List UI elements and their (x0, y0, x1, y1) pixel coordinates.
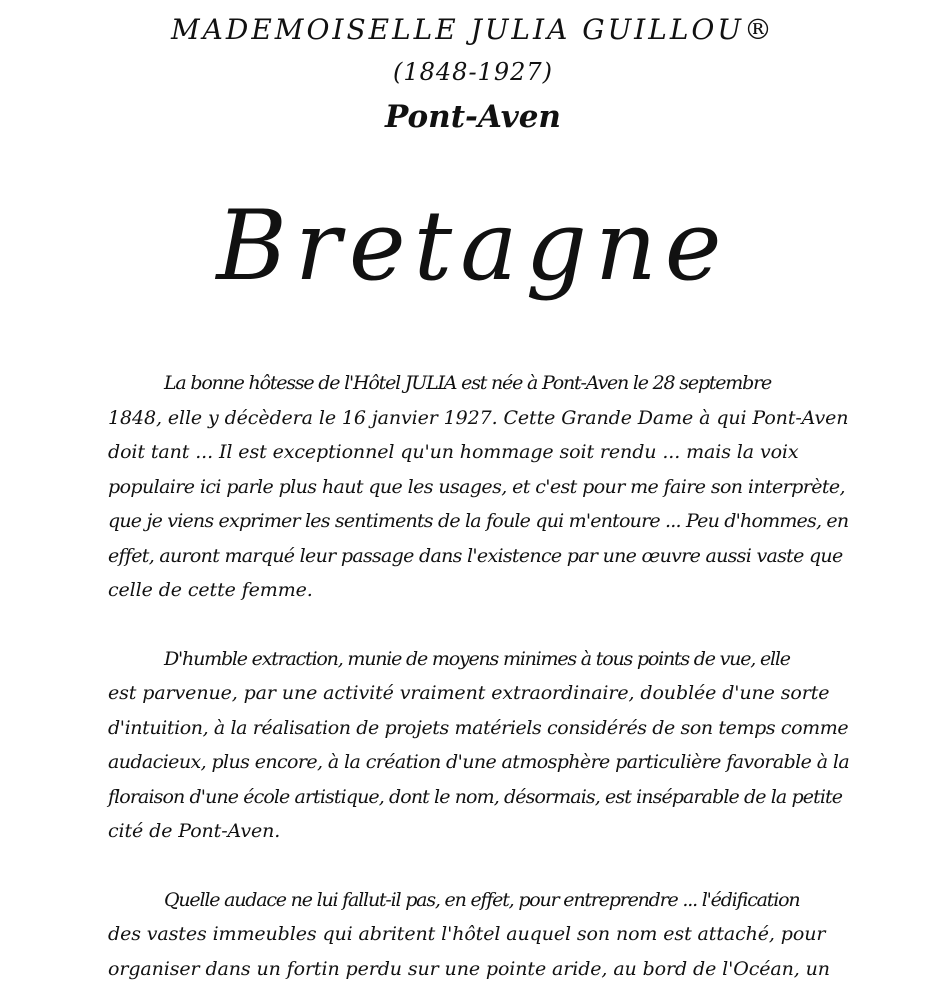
paragraph-2 (108, 642, 848, 849)
document-title: MADEMOISELLE JULIA GUILLOU® (0, 8, 946, 52)
paragraph-line: effet, auront marqué leur passage dans l'existence par une œuvre aussi vaste que (108, 539, 848, 574)
paragraph-3 (108, 883, 848, 986)
place-name: Pont-Aven (0, 94, 946, 140)
paragraph-line: est parvenue, par une activité vraiment extraordinaire, doublée d'une sorte (108, 676, 848, 711)
life-dates: (1848-1927) (0, 52, 946, 92)
paragraph-line: des vastes immeubles qui abritent l'hôtel auquel son nom est attaché, pour (108, 917, 848, 952)
body-text (108, 366, 848, 986)
paragraph-line: doit tant ... Il est exceptionnel qu'un hommage soit rendu ... mais la voix (108, 435, 848, 470)
paragraph-line: cité de Pont-Aven. (108, 814, 848, 849)
paragraph-line: floraison d'une école artistique, dont le nom, désormais, est inséparable de la petite (108, 780, 848, 815)
paragraph-line: celle de cette femme. (108, 573, 848, 608)
paragraph-line: que je viens exprimer les sentiments de la foule qui m'entoure ... Peu d'hommes, en (108, 504, 848, 539)
region-heading: Bretagne (0, 186, 946, 306)
paragraph-line: La bonne hôtesse de l'Hôtel JULIA est née à Pont-Aven le 28 septembre (108, 366, 848, 401)
paragraph-line: audacieux, plus encore, à la création d'une atmosphère particulière favorable à la (108, 745, 848, 780)
paragraph-1 (108, 366, 848, 608)
document-header (0, 8, 946, 140)
paragraph-line: populaire ici parle plus haut que les usages, et c'est pour me faire son interprète, (108, 470, 848, 505)
paragraph-line: Quelle audace ne lui fallut-il pas, en effet, pour entreprendre ... l'édification (108, 883, 848, 918)
paragraph-line: D'humble extraction, munie de moyens minimes à tous points de vue, elle (108, 642, 848, 677)
paragraph-line: d'intuition, à la réalisation de projets matériels considérés de son temps comme (108, 711, 848, 746)
paragraph-line: organiser dans un fortin perdu sur une pointe aride, au bord de l'Océan, un (108, 952, 848, 986)
paragraph-line: 1848, elle y décèdera le 16 janvier 1927. Cette Grande Dame à qui Pont-Aven (108, 401, 848, 436)
